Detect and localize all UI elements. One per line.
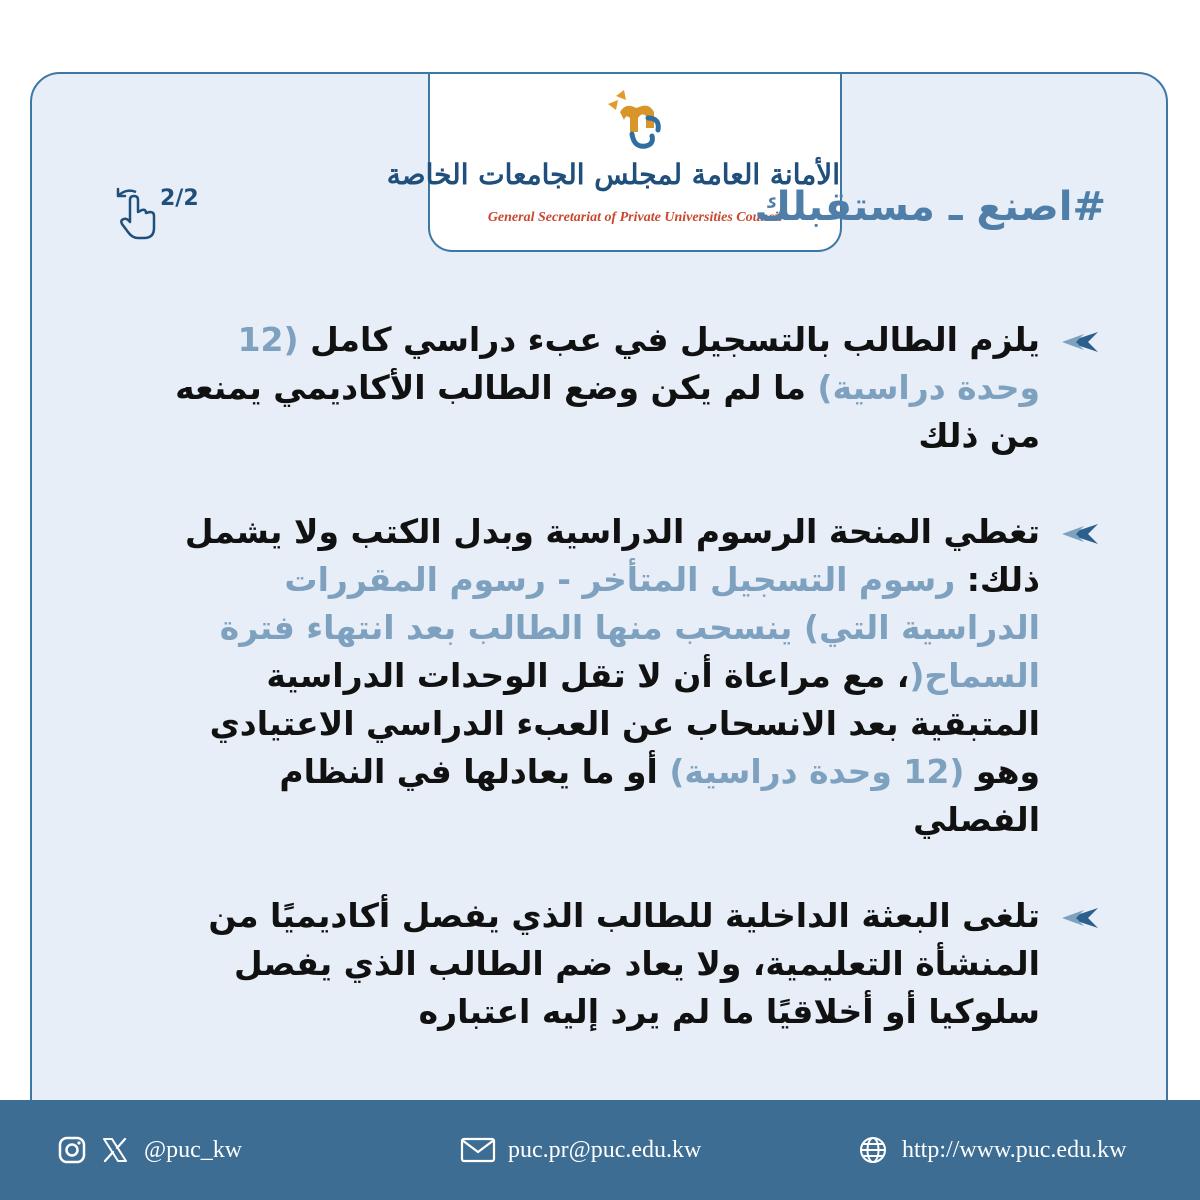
footer-bar: [0, 1100, 1200, 1200]
website-group[interactable]: [858, 1130, 1126, 1170]
email-group[interactable]: [460, 1130, 701, 1170]
chevron-bullet-icon: [1060, 906, 1100, 930]
instagram-icon[interactable]: [58, 1136, 86, 1164]
bullet-text: ما لم يكن وضع الطالب الأكاديمي يمنعه من ذلك: [175, 368, 1040, 455]
bullet-list: [150, 316, 1040, 1084]
logo-english-text: General Secretariat of Private Universities Council: [487, 210, 783, 225]
chevron-bullet-icon: [1060, 330, 1100, 354]
email-address[interactable]: puc.pr@puc.edu.kw: [508, 1136, 702, 1163]
highlighted-text: رسوم التسجيل المتأخر - رسوم المقررات الدراسية التي) ينسحب منها الطالب بعد انتهاء فترة السماح(: [219, 560, 1040, 695]
bullet-text: تغطي المنحة الرسوم الدراسية وبدل الكتب ولا يشمل ذلك:: [184, 512, 1040, 599]
highlighted-text: (12 وحدة دراسية): [669, 752, 965, 791]
bullet-text: تلغى البعثة الداخلية للطالب الذي يفصل أكاديميًا من المنشأة التعليمية، ولا يعاد ضم الطالب الذي يفصل سلوكيا أو أخلاقيًا ما لم يرد إليه اعتباره: [208, 896, 1040, 1031]
x-icon[interactable]: [102, 1137, 128, 1163]
social-group[interactable]: [58, 1130, 242, 1170]
bullet-text: أو ما يعادلها في النظام الفصلي: [279, 752, 1040, 839]
bullet-text: ، مع مراعاة أن لا تقل الوحدات الدراسية المتبقية بعد الانسحاب عن العبء الدراسي الاعتيادي وهو: [209, 656, 1040, 791]
hashtag-title: #اصنع ـ مستقبلك: [754, 184, 1106, 230]
bullet-text: يلزم الطالب بالتسجيل في عبء دراسي كامل: [298, 320, 1040, 359]
chevron-bullet-icon: [1060, 522, 1100, 546]
bullet-item: [150, 508, 1040, 844]
globe-icon[interactable]: [858, 1135, 888, 1165]
mail-icon[interactable]: [460, 1137, 496, 1163]
logo-mark: [602, 88, 672, 154]
swipe-hand-icon: [112, 186, 160, 242]
page-indicator: 2/2: [160, 186, 199, 211]
social-handle[interactable]: @puc_kw: [144, 1136, 243, 1163]
bullet-item: [150, 316, 1040, 460]
bullet-item: [150, 892, 1040, 1036]
website-url[interactable]: http://www.puc.edu.kw: [902, 1136, 1127, 1163]
highlighted-text: (12 وحدة دراسية): [237, 320, 1040, 407]
logo-arabic-text: الأمانة العامة لمجلس الجامعات الخاصة: [386, 158, 840, 191]
